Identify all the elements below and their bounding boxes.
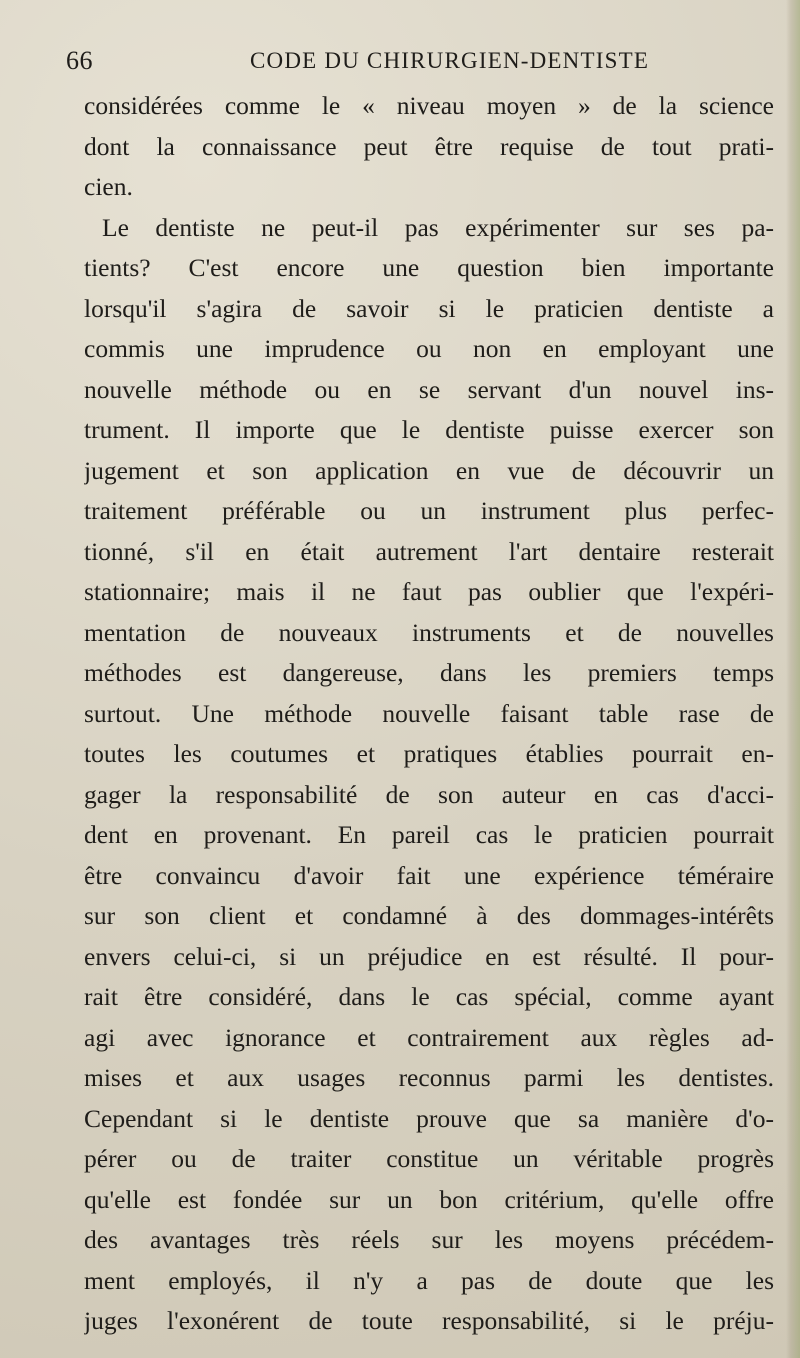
text-line: juges l'exonérent de toute responsabilité, si le préju- [84,1306,774,1335]
text-line: nouvelle méthode ou en se servant d'un nouvel ins- [84,374,774,404]
text-line: dont la connaissance peut être requise de tout prati- [84,131,774,161]
text-line: traitement préférable ou un instrument plus perfec- [84,496,774,525]
text-line: trument. Il importe que le dentiste puisse exercer son [84,415,774,444]
text-line: lorsqu'il s'agira de savoir si le praticien dentiste a [84,293,774,323]
page-header [66,43,749,79]
text-line: Le dentiste ne peut-il pas expérimenter sur ses pa- [102,212,774,242]
text-line: méthodes est dangereuse, dans les premiers temps [84,658,774,687]
text-line: tionné, s'il en était autrement l'art dentaire resterait [84,536,774,566]
text-line: ment employés, il n'y a pas de doute que les [84,1265,774,1295]
page-edge-shadow [786,0,800,1358]
text-line: sur son client et condamné à des dommages-intérêts [84,901,774,930]
text-line: mentation de nouveaux instruments et de nouvelles [84,617,774,647]
text-line: pérer ou de traiter constitue un véritable progrès [84,1144,774,1173]
text-line: stationnaire; mais il ne faut pas oublier que l'expéri- [84,577,774,606]
text-line: être convaincu d'avoir fait une expérience téméraire [84,860,774,890]
text-line: jugement et son application en vue de découvrir un [84,455,774,485]
text-line: Cependant si le dentiste prouve que sa manière d'o- [84,1103,774,1133]
text-line: des avantages très réels sur les moyens précédem- [84,1225,774,1254]
running-title: CODE DU CHIRURGIEN-DENTISTE [250,48,650,73]
text-line: toutes les coutumes et pratiques établies pourrait en- [84,739,774,768]
text-line: envers celui-ci, si un préjudice en est résulté. Il pour- [84,941,774,971]
text-line: surtout. Une méthode nouvelle faisant table rase de [84,698,774,728]
text-line: considérées comme le « niveau moyen » de la science [84,91,774,120]
text-line: commis une imprudence ou non en employant une [84,334,774,363]
text-line: dent en provenant. En pareil cas le praticien pourrait [84,820,774,849]
text-line: agi avec ignorance et contrairement aux règles ad- [84,1022,774,1052]
page-number: 66 [66,46,93,75]
text-line: tients? C'est encore une question bien importante [84,253,774,282]
body-text [84,86,774,1342]
text-line: qu'elle est fondée sur un bon critérium, qu'elle offre [84,1184,774,1214]
text-line: mises et aux usages reconnus parmi les dentistes. [84,1063,774,1092]
text-line: gager la responsabilité de son auteur en cas d'acci- [84,779,774,809]
text-line: cien. [84,172,133,201]
text-line: rait être considéré, dans le cas spécial, comme ayant [84,982,774,1011]
